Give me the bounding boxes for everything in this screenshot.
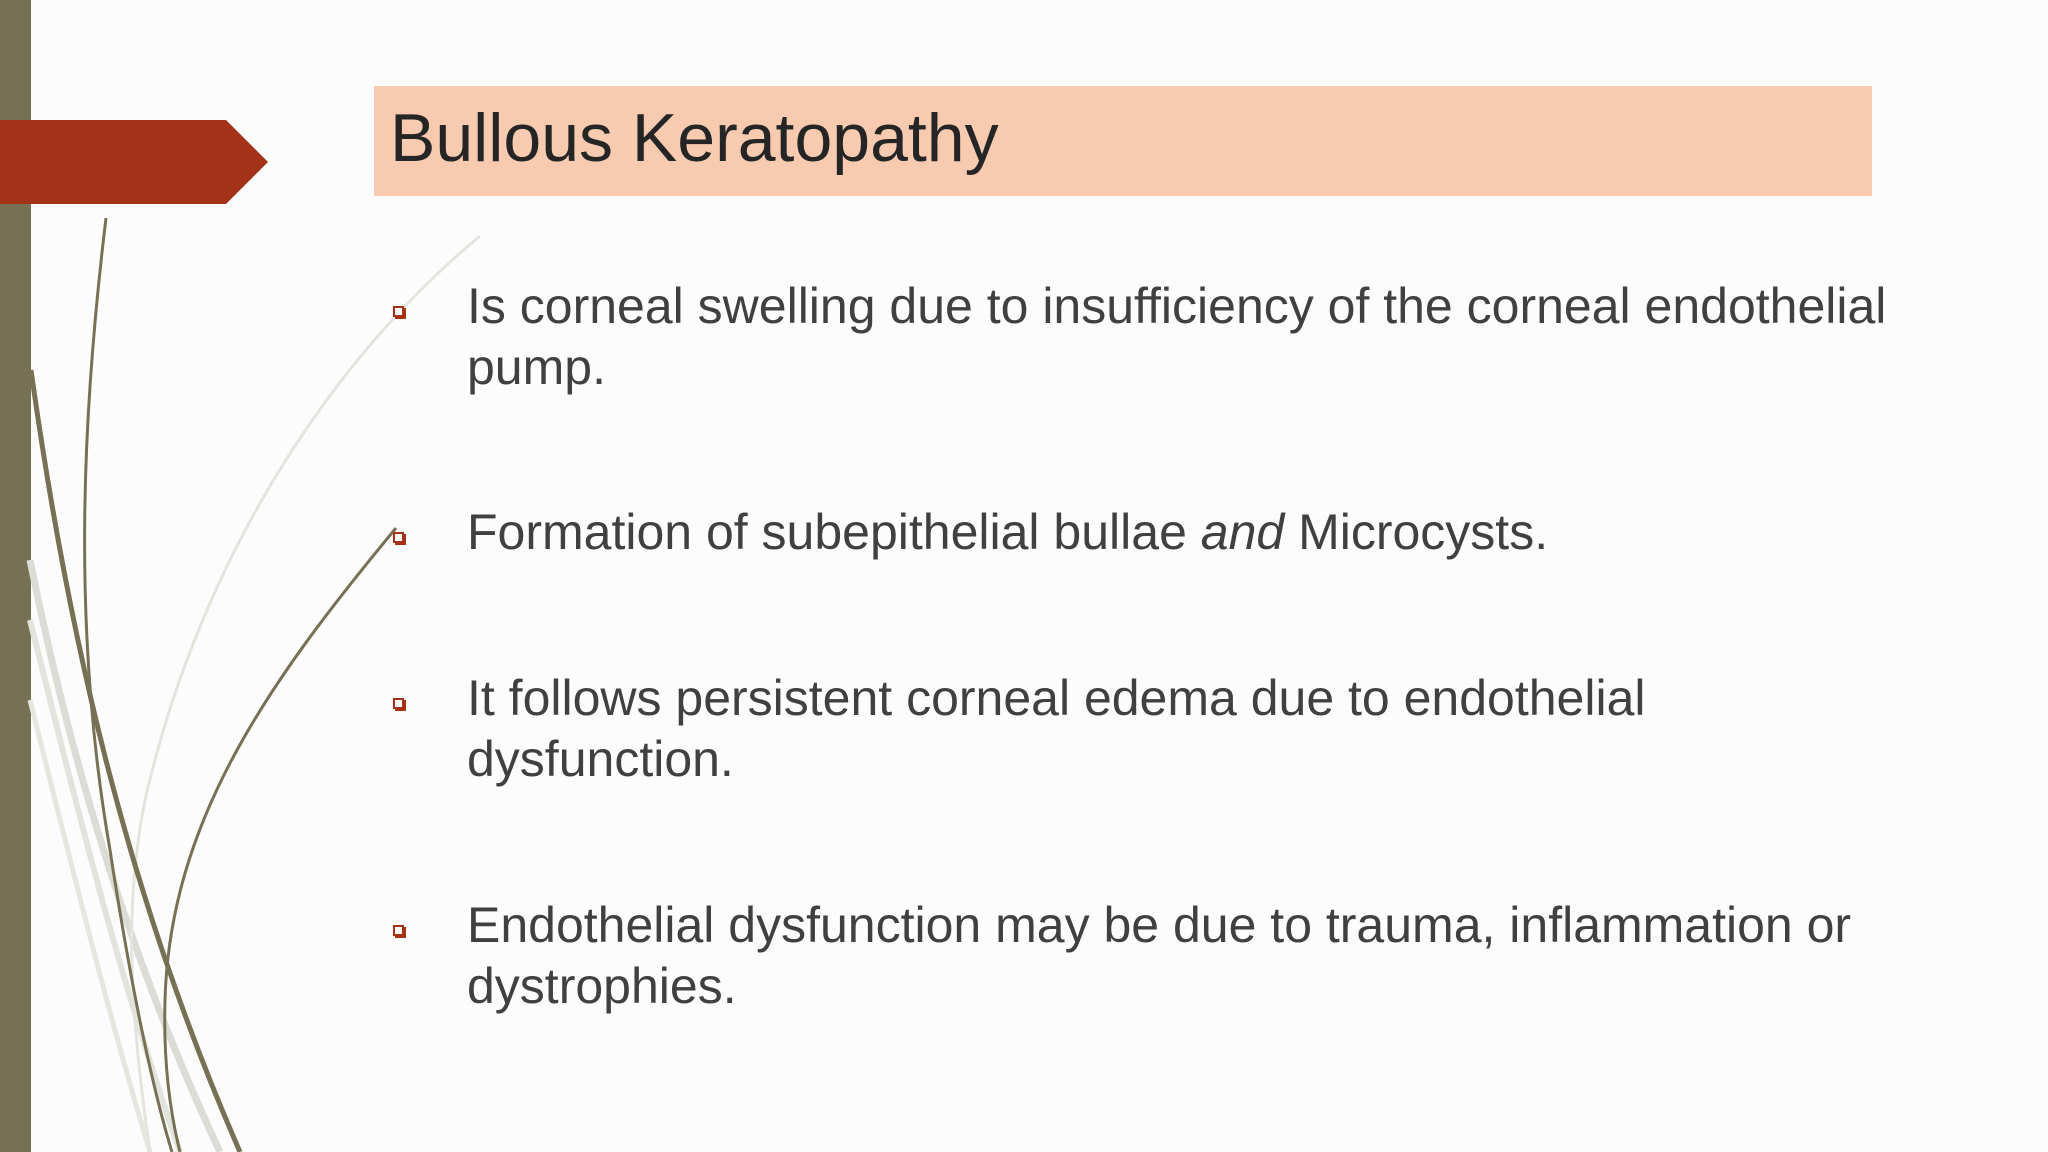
bullet-text: [467, 502, 1897, 563]
hollow-square-bullet-icon: [393, 925, 404, 936]
hollow-square-bullet-icon: [393, 532, 404, 543]
hollow-square-bullet-icon: [393, 698, 404, 709]
title-band: [374, 86, 1872, 196]
slide-title: Bullous Keratopathy: [390, 100, 999, 176]
bullet-text-part: Microcysts.: [1284, 504, 1549, 560]
bullet-text-part: Formation of subepithelial bullae: [467, 504, 1201, 560]
bullet-text-italic: and: [1200, 504, 1285, 560]
bullet-text: It follows persistent corneal edema due to endothelial dysfunction.: [467, 670, 1646, 787]
bullet-text: Is corneal swelling due to insufficiency of the corneal endothelial pump.: [467, 278, 1887, 395]
hollow-square-bullet-icon: [393, 306, 404, 317]
bullet-text: Endothelial dysfunction may be due to trauma, inflammation or dystrophies.: [467, 897, 1852, 1014]
title-arrow-tab: [0, 120, 268, 204]
